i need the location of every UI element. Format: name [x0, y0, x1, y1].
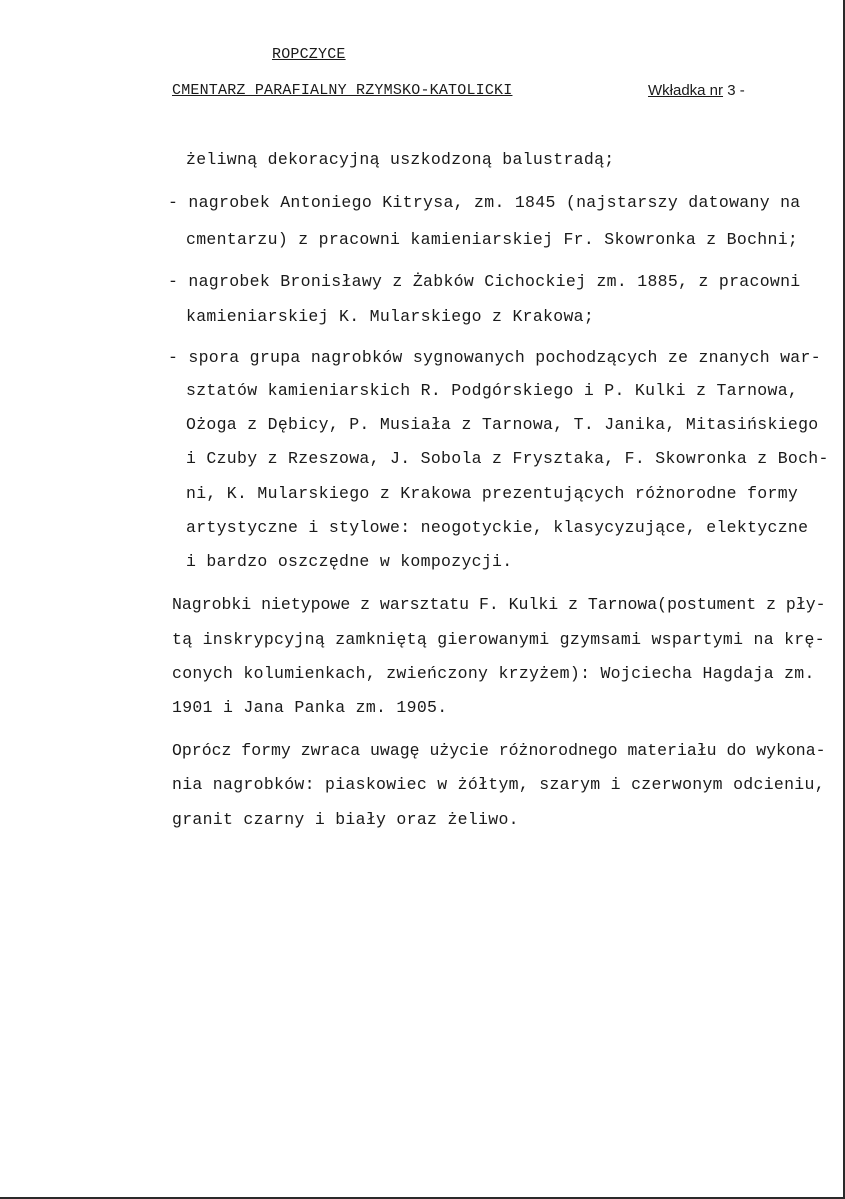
body-line: granit czarny i biały oraz żeliwo.: [172, 810, 519, 829]
body-line: - nagrobek Bronisławy z Żabków Cichockiej zm. 1885, z pracowni: [168, 272, 801, 291]
body-line: artystyczne i stylowe: neogotyckie, klasycyzujące, elektyczne: [186, 518, 809, 537]
header-title: CMENTARZ PARAFIALNY RZYMSKO-KATOLICKI: [172, 82, 513, 99]
body-line: Oprócz formy zwraca uwagę użycie różnorodnego materiału do wykona-: [172, 741, 826, 760]
body-line: i bardzo oszczędne w kompozycji.: [186, 552, 513, 571]
insert-label: [648, 82, 745, 99]
body-line: ni, K. Mularskiego z Krakowa prezentujących różnorodne formy: [186, 484, 799, 503]
insert-dash: -: [739, 82, 745, 99]
body-line: żeliwną dekoracyjną uszkodzoną balustradą;: [186, 150, 615, 169]
body-line: kamieniarskiej K. Mularskiego z Krakowa;: [186, 307, 595, 326]
body-line: 1901 i Jana Panka zm. 1905.: [172, 698, 448, 717]
body-line: - spora grupa nagrobków sygnowanych pochodzących ze znanych war-: [168, 348, 821, 367]
insert-number: 3: [727, 82, 736, 99]
insert-label-text: Wkładka nr: [648, 82, 724, 99]
body-line: Ożoga z Dębicy, P. Musiała z Tarnowa, T. Janika, Mitasińskiego: [186, 415, 819, 434]
body-line: conych kolumienkach, zwieńczony krzyżem): Wojciecha Hagdaja zm.: [172, 664, 815, 683]
body-line: i Czuby z Rzeszowa, J. Sobola z Frysztaka, F. Skowronka z Boch-: [186, 449, 829, 468]
body-line: - nagrobek Antoniego Kitrysa, zm. 1845 (najstarszy datowany na: [168, 193, 801, 212]
body-line: sztatów kamieniarskich R. Podgórskiego i P. Kulki z Tarnowa,: [186, 381, 799, 400]
body-line: tą inskrypcyjną zamkniętą gierowanymi gzymsami wspartymi na krę-: [172, 630, 825, 649]
body-line: Nagrobki nietypowe z warsztatu F. Kulki z Tarnowa(postument z pły-: [172, 595, 826, 614]
header-place: ROPCZYCE: [272, 46, 346, 63]
body-line: nia nagrobków: piaskowiec w żółtym, szarym i czerwonym odcieniu,: [172, 775, 825, 794]
body-line: cmentarzu) z pracowni kamieniarskiej Fr. Skowronka z Bochni;: [186, 230, 799, 249]
